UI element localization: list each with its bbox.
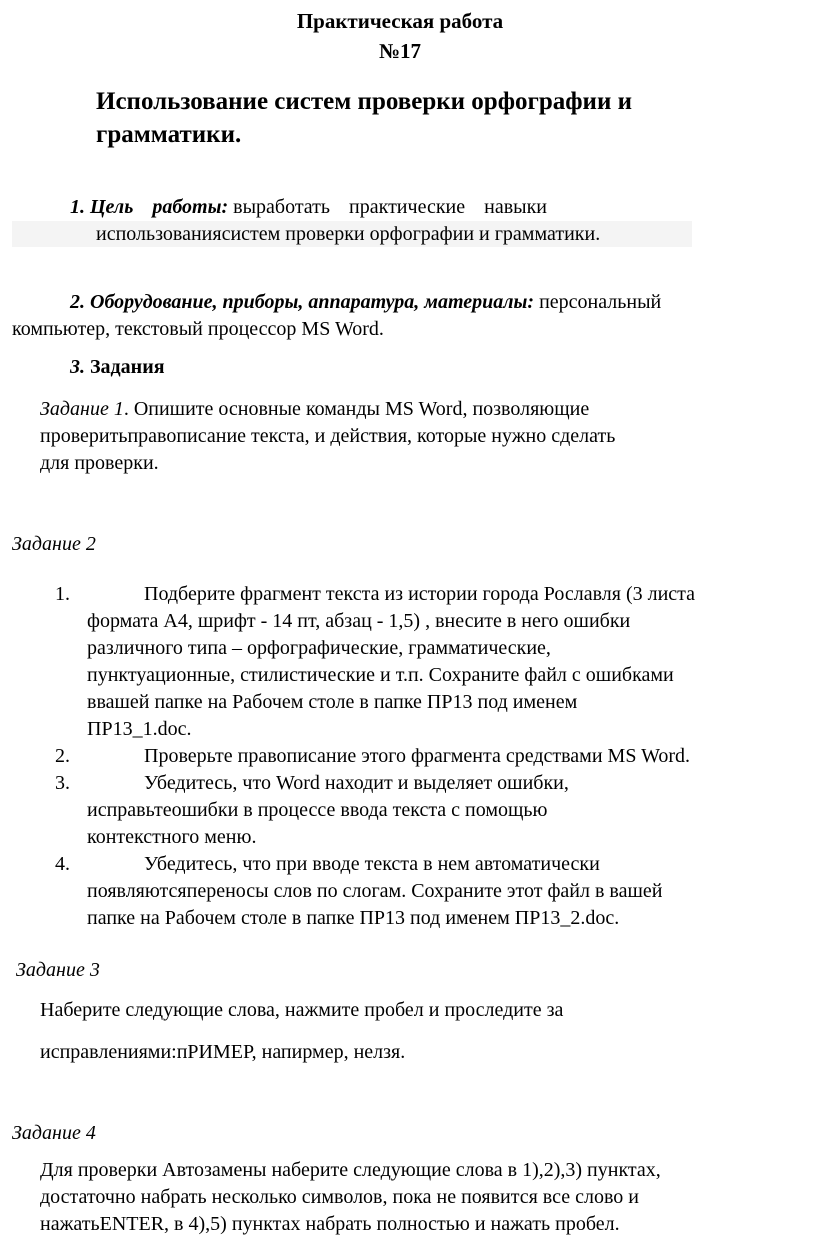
list-item-number: 3. [55, 772, 70, 794]
list-item-line: ввашей папке на Рабочем столе в папке ПР13 под именем [87, 691, 578, 713]
list-item-line: Убедитесь, что при вводе текста в нем автоматически [144, 853, 600, 875]
task4-label: Задание 4 [12, 1122, 96, 1144]
goal-text: выработать практические навыки [233, 196, 547, 218]
section-number: 3. [70, 356, 85, 378]
task4-line-3: нажатьENTER, в 4),5) пунктах набрать полностью и нажать пробел. [40, 1213, 620, 1235]
task1-line-1 [40, 396, 800, 423]
equipment-label: Оборудование, приборы, аппаратура, материалы: [90, 291, 535, 313]
list-item-number: 4. [55, 853, 70, 875]
list-item-line: контекстного меню. [87, 826, 257, 848]
task1-line-2: проверитьправописание текста, и действия, которые нужно сделать [40, 425, 616, 447]
list-item [55, 851, 795, 932]
task2-list [55, 581, 795, 932]
list-item [55, 581, 795, 743]
list-item-line: Подберите фрагмент текста из истории города Рославля (3 листа [144, 583, 696, 605]
list-item-line: ПР13_1.doc. [87, 718, 192, 740]
list-item-line: папке на Рабочем столе в папке ПР13 под именем ПР13_2.doc. [87, 907, 620, 929]
work-topic: Использование систем проверки орфографии и грамматики. [96, 88, 633, 148]
work-number: №17 [378, 39, 422, 63]
list-item-line: появляютсяпереносы слов по слогам. Сохраните этот файл в вашей [87, 880, 663, 902]
task1-label: Задание 1 [40, 398, 124, 420]
tasks-label: Задания [90, 356, 165, 378]
list-item [55, 770, 795, 851]
list-item-line: Проверьте правописание этого фрагмента средствами MS Word. [144, 745, 691, 767]
equipment-line-2: компьютер, текстовый процессор MS Word. [12, 318, 384, 340]
task3-line-2: исправлениями:пРИМЕР, напирмер, нелзя. [40, 1041, 406, 1063]
list-item-line: формата А4, шрифт - 14 пт, абзац - 1,5) , внесите в него ошибки [87, 610, 631, 632]
task3-label: Задание 3 [16, 959, 100, 981]
section-number: 1. [70, 196, 85, 218]
task1-line-3: для проверки. [40, 452, 159, 474]
goal-line-2: использованиясистем проверки орфографии и грамматики. [96, 223, 601, 245]
section-number: 2. [70, 291, 85, 313]
task4-line-1: Для проверки Автозамены наберите следующие слова в 1),2),3) пунктах, [40, 1159, 661, 1181]
list-item-line: Убедитесь, что Word находит и выделяет ошибки, [144, 772, 569, 794]
goal-line-1 [70, 194, 770, 221]
goal-label: Цель работы: [90, 196, 229, 218]
list-item-line: пунктуационные, стилистические и т.п. Сохраните файл с ошибками [87, 664, 674, 686]
equipment-text: персональный [539, 291, 662, 313]
list-item-number: 1. [55, 583, 70, 605]
task3-line-1: Наберите следующие слова, нажмите пробел и проследите за [40, 999, 564, 1021]
task2-label: Задание 2 [12, 533, 96, 555]
task1-text: . Опишите основные команды MS Word, позволяющие [123, 398, 590, 420]
tasks-heading [70, 354, 165, 381]
list-item-line: различного типа – орфографические, грамматические, [87, 637, 551, 659]
task4-line-2: достаточно набрать несколько символов, пока не появится все слово и [40, 1186, 639, 1208]
equipment-line-1 [70, 289, 810, 316]
document-title: Практическая работа [296, 9, 504, 33]
list-item-line: исправьтеошибки в процессе ввода текста с помощью [87, 799, 548, 821]
list-item [55, 743, 795, 770]
list-item-number: 2. [55, 745, 70, 767]
